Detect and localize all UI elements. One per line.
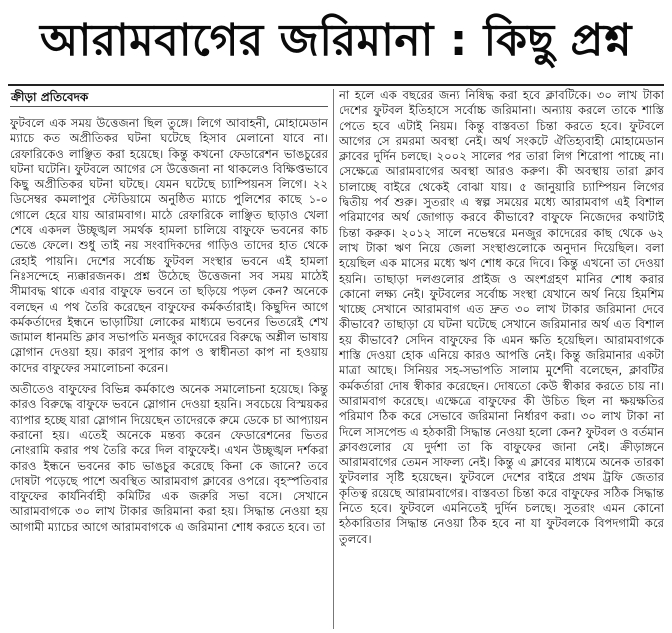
paragraph: না হলে এক বছরের জন্য নিষিদ্ধ করা হবে ক্লাবটিকে। ৩০ লাখ টাকা দেশের ফুটবল ইতিহাসে সর্বোচ্চ জরিমানা। অন্যায় করলে তাকে শাস্তি পেতে হবে এটাই নিয়ম। কিন্তু বাস্তবতা চিন্তা করতে হবে। ফুটবলে আগের সে রমরমা অবস্থা নেই। অর্থ সংকটে ঐতিহ্যবাহী মোহামেডান ক্লাবের দুর্দিন চলছে। ২০০২ সালের পর তারা লিগ শিরোপা পাচ্ছে না। সেক্ষেত্রে আরামবাগের অবস্থা আরও করুণ। কী অবস্থায় তারা ক্লাব চালাচ্ছে বাইরে থেকেই বোঝা যায়। ৫ জানুয়ারি চ্যাম্পিয়ন লিগের দ্বিতীয় পর্ব শুরু। সুতরাং এ স্বল্প সময়ের মধ্যে আরামবাগ এই বিশাল পরিমাণের অর্থ জোগাড় করবে কীভাবে? বাফুফে নিজেদের কথাটাই চিন্তা করুক। ২০১২ সালে নভেম্বরে মনজুর কাদেরের কাছ থেকে ৬২ লাখ টাকা ঋণ নিয়ে জেলা সংস্থাগুলোকে অনুদান দিয়েছিল। বলা হয়েছিল এক মাসের মধ্যে ঋণ শোধ করে দিবে। কিন্তু এখনো তা দেওয়া হয়নি। তাছাড়া দলগুলোর প্রাইজ ও অংশগ্রহণ মানির শোধ করার কোনো লক্ষ্য নেই। ফুটবলের সর্বোচ্চ সংস্থা যেখানে অর্থ নিয়ে হিমশিম খাচ্ছে সেখানে আরামবাগ এত দ্রুত ৩০ লাখ টাকার জরিমানা দেবে কীভাবে? তাছাড়া যে ঘটনা ঘটেছে সেখানে জরিমানার অর্থ এত বিশাল হয় কীভাবে? সেদিন বাফুফের কি এমন ক্ষতি হয়েছিল। আরামবাগকে শাস্তি দেওয়া হোক এনিয়ে কারও আপত্তি নেই। কিন্তু জরিমানার একটা মাত্রা আছে। সিনিয়র সহ-সভাপতি সালাম মুর্শেদী বলেছেন, ক্লাবটির কর্মকর্তারা দোষ স্বীকার করেছেন। দোষতো কেউ স্বীকার করতে চায় না। আরামবাগ করেছে। এক্ষেত্রে বাফুফের কী উচিত ছিল না ক্ষয়ক্ষতির পরিমাণ ঠিক করে সেভাবে জরিমানা নির্ধারণ করা। ৩০ লাখ টাকা না দিলে সাসপেন্ড এ হঠকারী সিদ্ধান্ত নেওয়া হলো কেন? ফুটবল ও বর্তমান ক্লাবগুলোর যে দুর্দশা তা কি বাফুফের জানা নেই। ক্রীড়াঙ্গনে আরামবাগের তেমন সাফল্য নেই। কিন্তু এ ক্লাবের মাধ্যমে অনেক তারকা ফুটবলার সৃষ্টি হয়েছেন। ফুটবলে দেশের বাইরে প্রথম ট্রফি জেতার কৃতিত্ব রয়েছে আরামবাগের। বাস্তবতা চিন্তা করে বাফুফের সঠিক সিদ্ধান্ত নিতে হবে। ফুটবলে এমনিতেই দুর্দিন চলছে। সুতরাং এমন কোনো হঠকারিতার সিদ্ধান্ত নেওয়া ঠিক হবে না যা ফুটবলকে বিপদগামী করে তুলবে। (339, 88, 664, 546)
left-column (10, 116, 328, 630)
byline-rule (10, 106, 328, 107)
column-divider (333, 89, 334, 629)
headline: আরামবাগের জরিমানা : কিছু প্রশ্ন (40, 14, 632, 66)
right-column (339, 88, 664, 630)
paragraph: ফুটবলে এক সময় উত্তেজনা ছিল তুঙ্গে। লিগে আবাহনী, মোহামেডান ম্যাচে কত অপ্রীতিকর ঘটনা ঘটেছে হিসাব মেলানো যাবে না। রেফারিকেও লাঞ্ছিত করা হয়েছে। কিন্তু কখনো ফেডারেশন ভাঙচুরের ঘটনা ঘটেনি। ফুটবলে আগের সে উত্তেজনা না থাকলেও বিক্ষিপ্তভাবে কিছু অপ্রীতিকর ঘটনা ঘটছে। যেমন ঘটেছে চ্যাম্পিয়নস লিগে। ২২ ডিসেম্বর কমলাপুর স্টেডিয়ামে অনুষ্ঠিত ম্যাচে পুলিশের কাছে ১-০ গোলে হেরে যায় আরামবাগ। মাঠে রেফারিকে লাঞ্ছিত ছাড়াও খেলা শেষে একদল উচ্ছৃঙ্খল সমর্থক হামলা চালিয়ে বাফুফে ভবনের কাচ ভেঙে ফেলে। শুধু তাই নয় সংবাদিকদের গাড়িও তাদের হাত থেকে রেহাই পায়নি। দেশের সর্বোচ্চ ফুটবল সংস্থার ভবনে এই হামলা নিঃসন্দেহে ন্যক্কারজনক। প্রশ্ন উঠেছে উত্তেজনা সব সময় মাঠেই সীমাবদ্ধ থাকে এবার বাফুফে ভবনে তা ছড়িয়ে পড়ল কেন? অনেকে বলছেন এ পথ তৈরি করেছেন বাফুফের কর্মকর্তারাই। কিছুদিন আগে কর্মকর্তাদের ইন্ধনে ভাড়াটিয়া লোকের মাধ্যমে ভবনের ভিতরেই শেখ জামাল ধানমন্ডি ক্লাব সভাপতি মনজুর কাদেরের বিরুদ্ধে অশ্লীল ভাষায় স্লোগান দেওয়া হয়। কারণ সুপার কাপ ও স্বাধীনতা কাপ না হওয়ায় কাদের বাফুফের সমালোচনা করেন। (10, 116, 328, 375)
paragraph: অতীতেও বাফুফের বিভিন্ন কর্মকাণ্ডে অনেক সমালোচনা হয়েছে। কিন্তু কারও বিরুদ্ধে বাফুফে ভবনে স্লোগান দেওয়া হয়নি। সবচেয়ে বিস্ময়কর ব্যাপার হচ্ছে যারা স্লোগান দিয়েছেন তাদেরকে রুমে ডেকে চা আপ্যায়ন করানো হয়। এতেই অনেকে মন্তব্য করেন ফেডারেশনের ভিতর নোংরামি করার পথ তৈরি করে দিল বাফুফেই। এখন উচ্ছৃঙ্খল দর্শকরা কারও ইন্ধনে ভবনের কাচ ভাঙচুর করেছে কিনা কে জানে? তবে দোষটা পড়েছে পাশে অবস্থিত আরামবাগ ক্লাবের ওপরে। বৃহস্পতিবার বাফুফের কার্যনির্বাহী কমিটির এক জরুরি সভা বসে। সেখানে আরামবাগকে ৩০ লাখ টাকার জরিমানা করা হয়। সিদ্ধান্ত নেওয়া হয় আগামী ম্যাচের আগে আরামবাগকে এ জরিমানা শোধ করতে হবে। তা (10, 382, 328, 534)
byline: ক্রীড়া প্রতিবেদক (11, 90, 89, 104)
headline-rule (8, 84, 664, 86)
